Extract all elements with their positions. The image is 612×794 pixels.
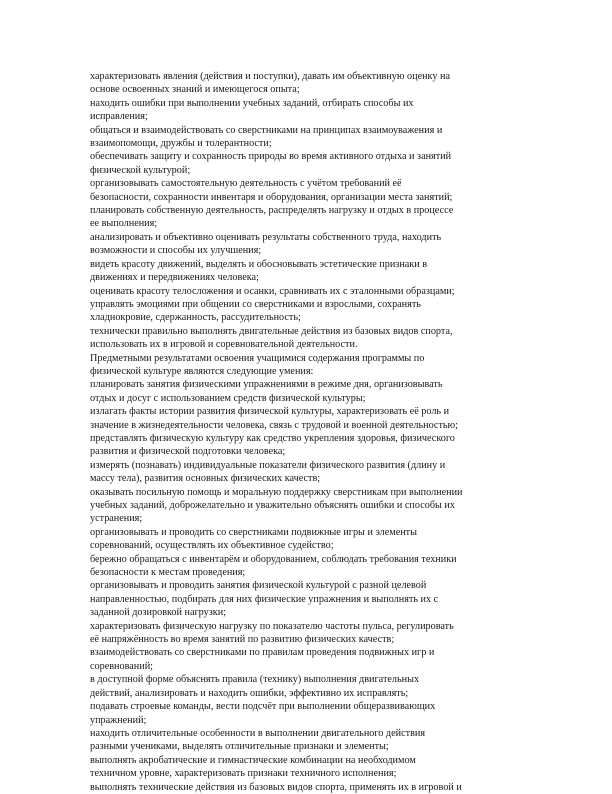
text-line: основе освоенных знаний и имеющегося опыта;: [90, 84, 300, 96]
text-line: взаимопомощи, дружбы и толерантности;: [90, 138, 272, 150]
text-line: физической культуре являются следующие умения:: [90, 365, 314, 377]
text-line: упражнений;: [90, 714, 147, 726]
text-line: устранения;: [90, 513, 143, 525]
text-line: исправления;: [90, 111, 148, 123]
text-line: организовывать и проводить со сверстниками подвижные игры и элементы: [90, 526, 417, 538]
text-line: физической культурой;: [90, 164, 191, 176]
text-line: технически правильно выполнять двигательные действия из базовых видов спорта,: [90, 325, 453, 337]
text-line: возможности и способы их улучшения;: [90, 245, 262, 257]
text-line: движениях и передвижениях человека;: [90, 272, 259, 284]
text-line: использовать их в игровой и соревновательной деятельности.: [90, 339, 358, 351]
text-line: в доступной форме объяснять правила (технику) выполнения двигательных: [90, 674, 420, 686]
text-line: хладнокровие, сдержанность, рассудительность;: [90, 312, 301, 324]
text-line: характеризовать физическую нагрузку по показателю частоты пульса, регулировать: [90, 620, 454, 632]
text-line: выполнять акробатические и гимнастические комбинации на необходимом: [90, 754, 416, 766]
text-line: соревнований, осуществлять их объективное судейство;: [90, 540, 334, 552]
text-line: ее выполнения;: [90, 218, 158, 230]
text-line: оказывать посильную помощь и моральную поддержку сверстникам при выполнении: [90, 486, 463, 498]
text-line: разными учениками, выделять отличительные признаки и элементы;: [90, 741, 389, 753]
text-line: выполнять технические действия из базовых видов спорта, применять их в игровой и: [90, 781, 462, 793]
text-line: организовывать и проводить занятия физической культурой с разной целевой: [90, 580, 427, 592]
text-line: подавать строевые команды, вести подсчёт при выполнении общеразвивающих: [90, 701, 436, 713]
text-line: развития и физической подготовки человека;: [90, 446, 286, 458]
text-line: действий, анализировать и находить ошибки, эффективно их исправлять;: [90, 687, 409, 699]
text-line: планировать собственную деятельность, распределять нагрузку и отдых в процессе: [90, 205, 454, 217]
text-line: бережно обращаться с инвентарём и оборудованием, соблюдать требования техники: [90, 553, 457, 565]
text-line: массу тела), развития основных физических качеств;: [90, 473, 321, 485]
text-line: оценивать красоту телосложения и осанки, сравнивать их с эталонными образцами;: [90, 285, 455, 297]
text-line: безопасности, сохранности инвентаря и оборудования, организации места занятий;: [90, 191, 453, 203]
text-line: находить отличительные особенности в выполнении двигательного действия: [90, 727, 426, 739]
text-line: направленностью, подбирать для них физические упражнения и выполнять их с: [90, 593, 439, 605]
text-line: организовывать самостоятельную деятельность с учётом требований её: [90, 178, 402, 190]
text-line: общаться и взаимодействовать со сверстниками на принципах взаимоуважения и: [90, 124, 443, 136]
text-line: обеспечивать защиту и сохранность природы во время активного отдыха и занятий: [90, 151, 452, 163]
text-line: измерять (познавать) индивидуальные показатели физического развития (длину и: [90, 459, 446, 471]
text-line: соревнований;: [90, 660, 153, 672]
text-line: находить ошибки при выполнении учебных заданий, отбирать способы их: [90, 97, 414, 109]
text-line: её напряжённость во время занятий по развитию физических качеств;: [90, 634, 395, 646]
text-line: видеть красоту движений, выделять и обосновывать эстетические признаки в: [90, 258, 428, 270]
text-line: представлять физическую культуру как средство укрепления здоровья, физического: [90, 432, 455, 444]
text-line: управлять эмоциями при общении со сверстниками и взрослыми, сохранять: [90, 298, 421, 310]
text-line: анализировать и объективно оценивать результаты собственного труда, находить: [90, 231, 442, 243]
text-line: излагать факты истории развития физической культуры, характеризовать её роль и: [90, 406, 450, 418]
text-line: взаимодействовать со сверстниками по правилам проведения подвижных игр и: [90, 647, 435, 659]
text-line: значение в жизнедеятельности человека, связь с трудовой и военной деятельностью;: [90, 419, 458, 431]
text-line: заданной дозировкой нагрузки;: [90, 607, 226, 619]
text-line: безопасности к местам проведения;: [90, 567, 246, 579]
text-line: техничном уровне, характеризовать признаки техничного исполнения;: [90, 768, 397, 780]
text-line: учебных заданий, доброжелательно и уважительно объяснять ошибки и способы их: [90, 500, 455, 511]
text-line: Предметными результатами освоения учащимися содержания программы по: [90, 352, 425, 364]
text-line: отдых и досуг с использованием средств физической культуры;: [90, 392, 366, 404]
text-line: характеризовать явления (действия и поступки), давать им объективную оценку на: [90, 71, 450, 82]
text-line: планировать занятия физическими упражнениями в режиме дня, организовывать: [90, 379, 443, 391]
document-body-text: [90, 70, 530, 794]
